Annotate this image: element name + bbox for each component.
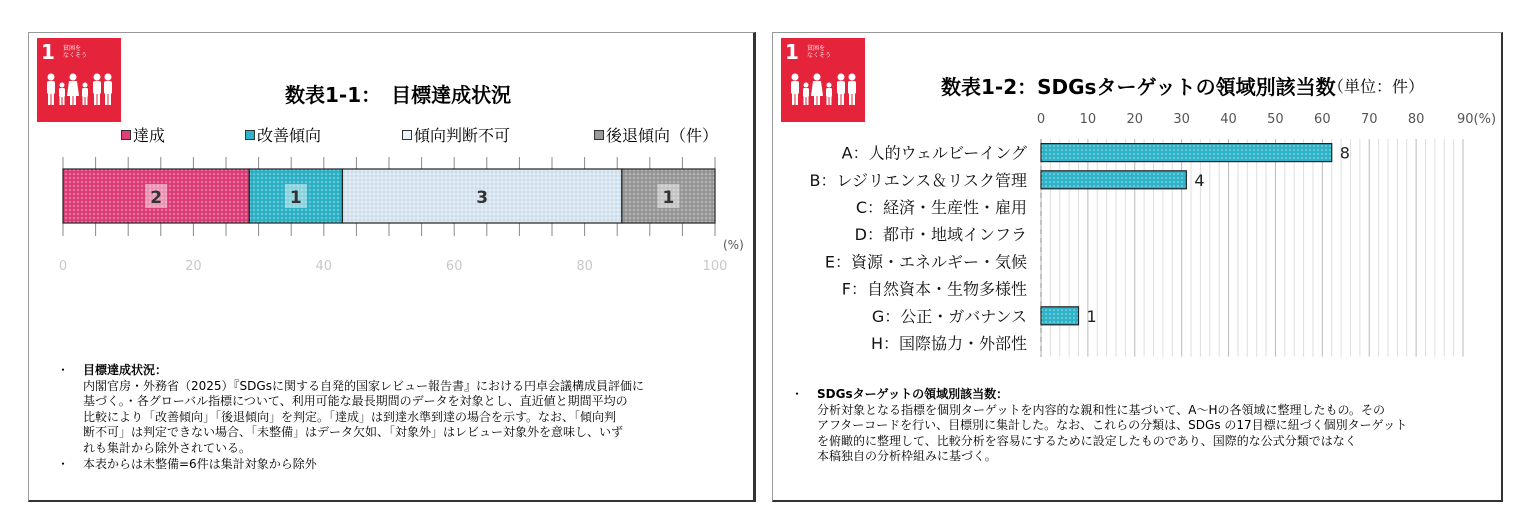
data-label: 4 <box>1194 170 1205 190</box>
sdg-text-line1: 貧困を <box>63 45 82 52</box>
chart-title: 数表1-2：SDGsターゲットの領域別該当数 <box>941 75 1336 99</box>
notes-line: を俯瞰的に整理して、比較分析を容易にするために設定したものであり、国際的な公式分類ではなく <box>817 433 1357 448</box>
category-label: H：国際協力・外部性 <box>870 334 1027 353</box>
notes-line: 分析対象となる指標を個別ターゲットを内容的な親和性に基づいて、A～Hの各領域に整理したもの。その <box>817 402 1386 417</box>
sdg-number: 1 <box>41 40 55 64</box>
category-label: F：自然資本・生物多様性 <box>841 279 1027 299</box>
data-label: 1 <box>1086 306 1097 326</box>
category-label: B：レジリエンス＆リスク管理 <box>809 170 1027 190</box>
sdg-text-line1: 貧困を <box>807 45 826 52</box>
tick-label: 30 <box>1173 112 1190 127</box>
legend-label: 後退傾向 <box>606 126 671 145</box>
tick-label: 20 <box>1126 112 1144 127</box>
category-label: C：経済・生産性・雇用 <box>855 198 1027 217</box>
tick-label: 40 <box>1220 112 1237 127</box>
tick-label: 0 <box>1036 112 1046 127</box>
category-label: E：資源・エネルギー・気候 <box>824 252 1027 272</box>
tick-label: 90(%) <box>1457 112 1497 127</box>
data-label: 1 <box>662 188 675 208</box>
legend-label: 傾向判断不可 <box>414 126 511 145</box>
notes-line: アフターコードを行い、目標別に集計した。なお、これらの分類は、SDGs の17目標に紐づく個別ターゲット <box>817 418 1408 432</box>
stacked-bar-chart <box>29 33 753 293</box>
tick-label: 60 <box>1314 112 1331 127</box>
chart-title: 数表1-1： 目標達成状況 <box>285 83 512 107</box>
bar <box>1041 307 1079 325</box>
tick-label: 60 <box>445 259 463 274</box>
horizontal-bar-chart <box>773 33 1501 378</box>
tick-label: 100 <box>702 259 728 274</box>
sdg-text-line2: なくそう <box>807 52 832 59</box>
sdg-number: 1 <box>785 40 799 64</box>
legend-label: 改善傾向 <box>257 126 322 145</box>
panel-goal-status: 1 貧困を なくそう 数表1-1： 目標達成状況 達成 改善傾向 傾向判断不可 後退傾向（件） 2 1 3 1 0 20 40 60 80 100 (%) ・ 目標達成状況： 内閣官房・外務省（2025）『SDGsに関する自発的国家レビュー報告書』における円卓会議構成員評価に 基づく。・各グローバル指標について、利用可能な最長期間のデータを対象とし、直近値と期間平均の 比較により「改善傾向」「後退傾向」を判定。「達成」は到達水準到達の場合を示す。なお、「傾向判 断不可」は判定できない場合、「未整備」はデータ欠如、「対象外」はレビュー対象外を意味し、いず れも集計から除外されている。 ・ 本表からは未整備=6件は集計対象から除外 <box>28 32 756 502</box>
notes-heading: 目標達成状況： <box>83 363 168 377</box>
legend-label: 達成 <box>133 126 166 145</box>
notes-line: 断不可」は判定できない場合、「未整備」はデータ欠如、「対象外」はレビュー対象外を意味し、いず <box>83 425 624 439</box>
category-label: A：人的ウェルビーイング <box>841 143 1027 163</box>
category-label: D：都市・地域インフラ <box>854 225 1027 245</box>
notes-line: 内閣官房・外務省（2025）『SDGsに関する自発的国家レビュー報告書』における円卓会議構成員評価に <box>83 378 644 393</box>
tick-label: 40 <box>315 259 333 274</box>
notes-exclusion: 本表からは未整備=6件は集計対象から除外 <box>83 457 317 471</box>
notes-line: 基づく。・各グローバル指標について、利用可能な最長期間のデータを対象とし、直近値と期間平均の <box>83 394 628 408</box>
data-label: 8 <box>1339 143 1350 163</box>
tick-label: 80 <box>576 259 593 274</box>
bar <box>1041 171 1186 189</box>
bar <box>1041 144 1332 162</box>
tick-label: 10 <box>1079 112 1097 127</box>
tick-label: 20 <box>185 259 202 274</box>
data-label: 2 <box>150 188 163 208</box>
unit-label: （単位：件） <box>1328 77 1425 96</box>
tick-label: 50 <box>1267 112 1284 127</box>
notes-line: 比較により「改善傾向」「後退傾向」を判定。「達成」は到達水準到達の場合を示す。なお、「傾向判 <box>83 409 617 424</box>
sdg-text-line2: なくそう <box>63 52 88 59</box>
notes-line: れも集計から除外されている。 <box>83 440 252 455</box>
notes-heading: SDGsターゲットの領域別該当数： <box>817 387 1009 401</box>
notes-line: 本稿独自の分析枠組みに基づく。 <box>817 449 997 463</box>
data-label: 1 <box>289 188 302 208</box>
count-unit: （件） <box>670 126 719 145</box>
axis-unit: (%) <box>723 238 744 252</box>
data-label: 3 <box>476 188 489 208</box>
panel-domain-counts: 1 貧困を なくそう 数表1-2：SDGsターゲットの領域別該当数 （単位：件） 0 10 20 30 40 50 60 70 80 90(%) A：人的ウェルビーイング 8 B：レジリエンス＆リスク管理 4 C：経済・生産性・雇用 D：都市・地域インフラ E：資源・エネルギー・気候 F：自然資本・生物多様性 G：公正・ガバナンス 1 H：国際協力・外部性 ・ SDGsターゲットの領域別該当数： 分析対象となる指標を個別ターゲットを内容的な親和性に基づいて、A～Hの各領域に整理したもの。その アフターコードを行い、目標別に集計した。なお、これらの分類は、SDGs の17目標に紐づく個別ターゲット を俯瞰的に整理して、比較分析を容易にするために設定したものであり、国際的な公式分類ではなく 本稿独自の分析枠組みに基づく。 <box>772 32 1503 502</box>
tick-label: 80 <box>1407 112 1425 127</box>
category-label: G：公正・ガバナンス <box>871 306 1027 326</box>
tick-label: 70 <box>1360 112 1378 127</box>
tick-label: 0 <box>58 259 68 274</box>
